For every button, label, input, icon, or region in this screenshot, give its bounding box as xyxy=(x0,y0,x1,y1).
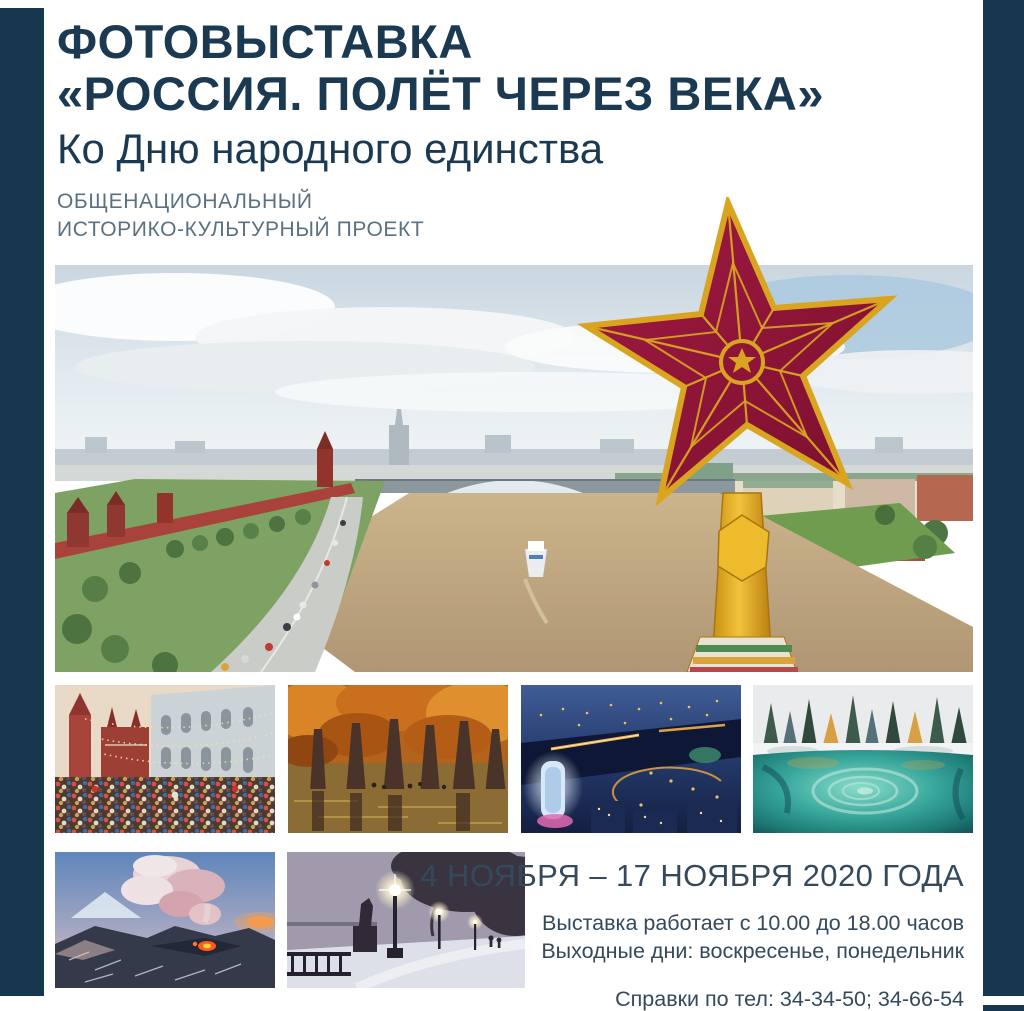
poster-title xyxy=(57,16,957,120)
left-accent-bar xyxy=(0,8,44,996)
photo-night-city-aerial xyxy=(521,685,741,833)
photo-geyser-lake-winter xyxy=(753,685,973,833)
project-caption-line2: ИСТОРИКО-КУЛЬТУРНЫЙ ПРОЕКТ xyxy=(57,218,425,241)
photo-volcano-eruption xyxy=(55,852,275,988)
poster-title-line2: «РОССИЯ. ПОЛЁТ ЧЕРЕЗ ВЕКА» xyxy=(57,67,824,120)
opening-hours xyxy=(420,909,964,965)
exhibition-dates: 4 НОЯБРЯ – 17 НОЯБРЯ 2020 ГОДА xyxy=(420,858,964,893)
photo-crowd-red-square xyxy=(55,685,275,833)
opening-hours-line: Выставка работает с 10.00 до 18.00 часов xyxy=(542,911,964,935)
poster-title-line1: ФОТОВЫСТАВКА xyxy=(57,15,473,68)
right-accent-bar-foot xyxy=(983,1005,1024,1011)
right-accent-bar xyxy=(983,0,1024,996)
project-caption-line1: ОБЩЕНАЦИОНАЛЬНЫЙ xyxy=(57,190,313,213)
days-off-line: Выходные дни: воскресенье, понедельник xyxy=(541,939,964,963)
photo-autumn-cypresses-lake xyxy=(288,685,508,833)
phone-info: Справки по тел: 34-34-50; 34-66-54 xyxy=(615,987,964,1011)
footer-info xyxy=(420,858,964,1011)
main-photo-moscow-river-kremlin-star xyxy=(55,197,973,672)
poster-subtitle: Ко Дню народного единства xyxy=(57,125,604,172)
